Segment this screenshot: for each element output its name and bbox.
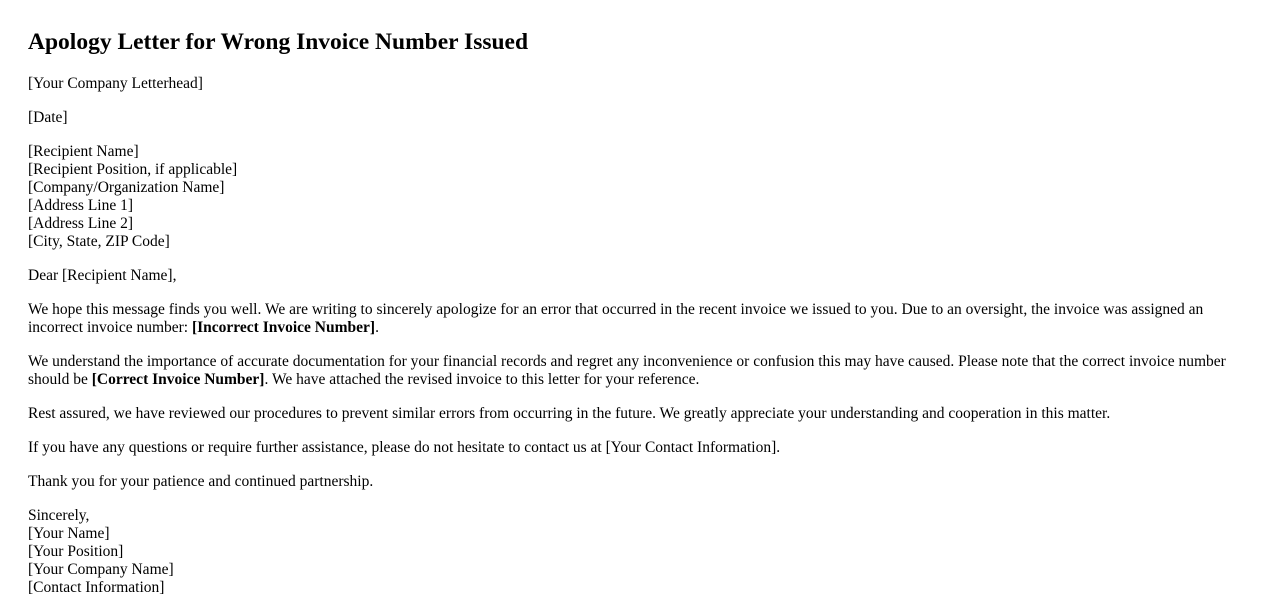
paragraph-assurance: Rest assured, we have reviewed our procedures to prevent similar errors from occurring in the future. We greatly appreciate your understanding and cooperation in this matter.: [28, 405, 1111, 422]
recipient-address-line-1: [Address Line 1]: [28, 197, 134, 214]
recipient-address-line-2: [Address Line 2]: [28, 215, 134, 232]
sender-contact: [Contact Information]: [28, 579, 165, 596]
paragraph-contact: If you have any questions or require further assistance, please do not hesitate to contact us at [Your Contact Information].: [28, 439, 781, 456]
recipient-address-block: [28, 143, 1250, 251]
sender-company: [Your Company Name]: [28, 561, 174, 578]
paragraph-correction-tail: . We have attached the revised invoice to this letter for your reference.: [264, 371, 700, 388]
recipient-name: [Recipient Name]: [28, 143, 139, 160]
closing-signoff: Sincerely,: [28, 507, 90, 524]
paragraph-apology: [28, 301, 1250, 337]
letterhead: [Your Company Letterhead]: [28, 75, 203, 92]
paragraph-apology-text: We hope this message finds you well. We are writing to sincerely apologize for an error that occurred in the recent invoice we issued to you. Due to an oversight, the invoice was assigned an incorrect invoice number:: [28, 301, 1204, 336]
sender-name: [Your Name]: [28, 525, 110, 542]
recipient-company: [Company/Organization Name]: [28, 179, 225, 196]
closing-block: [28, 507, 1250, 597]
sender-position: [Your Position]: [28, 543, 124, 560]
paragraph-correction-text: We understand the importance of accurate documentation for your financial records and regret any inconvenience or confusion this may have caused. Please note that the correct invoice number should be: [28, 353, 1226, 388]
recipient-city-state-zip: [City, State, ZIP Code]: [28, 233, 170, 250]
correct-invoice-number: [Correct Invoice Number]: [91, 371, 265, 388]
incorrect-invoice-number: [Incorrect Invoice Number]: [191, 319, 376, 336]
paragraph-thanks: Thank you for your patience and continued partnership.: [28, 473, 374, 490]
recipient-position: [Recipient Position, if applicable]: [28, 161, 238, 178]
paragraph-correction: [28, 353, 1250, 389]
paragraph-apology-tail: .: [375, 319, 379, 336]
page-title: Apology Letter for Wrong Invoice Number Issued: [28, 29, 529, 55]
letter-date: [Date]: [28, 109, 68, 126]
salutation: Dear [Recipient Name],: [28, 267, 177, 284]
